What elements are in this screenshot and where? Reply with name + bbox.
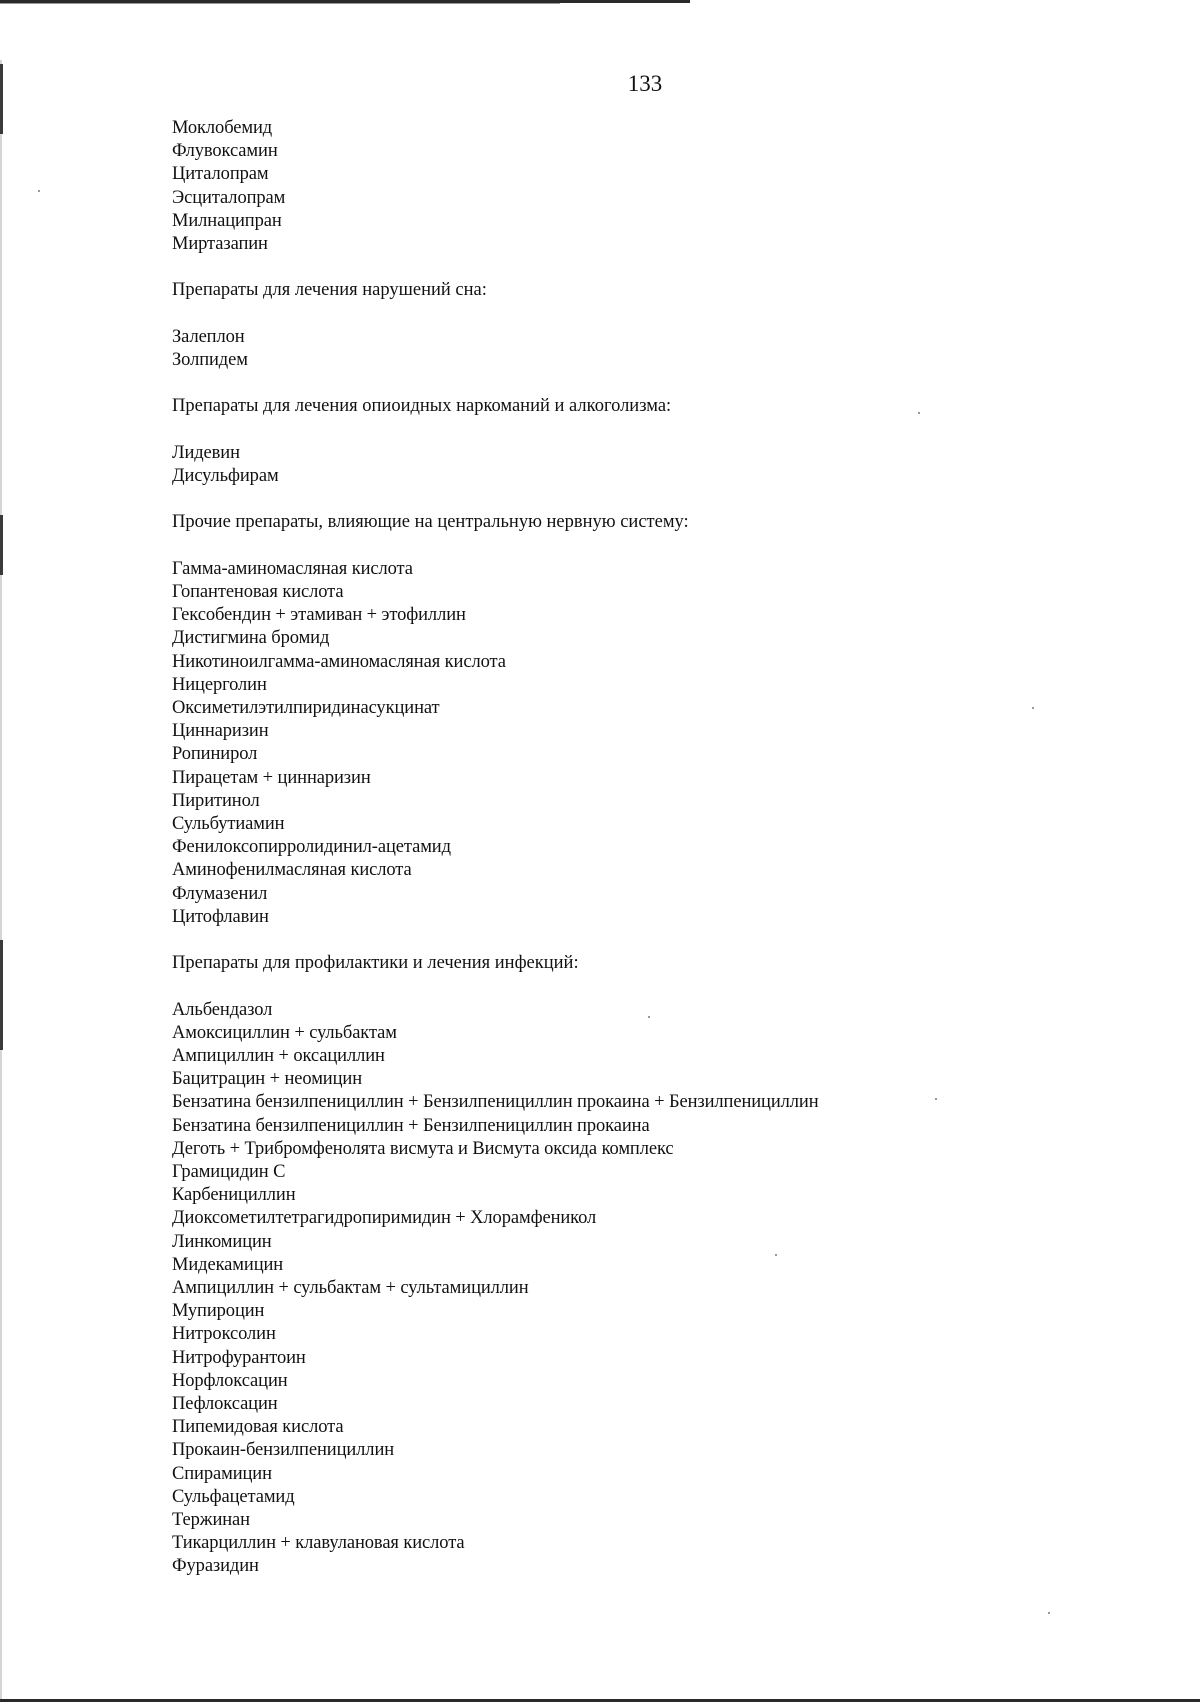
scan-top-edge-faint — [0, 3, 560, 4]
list-item: Ницерголин — [172, 674, 267, 695]
list-item: Гексобендин + этамиван + этофиллин — [172, 605, 466, 626]
section-addiction — [172, 395, 1132, 488]
list-item: Аминофенилмасляная кислота — [172, 860, 412, 881]
section-heading: Прочие препараты, влияющие на центральную нервную систему: — [172, 512, 689, 533]
list-item: Пипемидовая кислота — [172, 1417, 344, 1438]
list-item: Амоксициллин + сульбактам — [172, 1022, 397, 1043]
scan-left-mark — [0, 515, 3, 575]
section-heading: Препараты для лечения нарушений сна: — [172, 280, 487, 301]
list-item: Циннаризин — [172, 721, 269, 742]
list-item: Альбендазол — [172, 999, 273, 1020]
section-heading: Препараты для профилактики и лечения инфекций: — [172, 953, 579, 974]
section-sleep — [172, 279, 1132, 372]
list-item: Мупироцин — [172, 1301, 265, 1322]
page-number: 133 — [627, 71, 663, 96]
list-item: Бензатина бензилпенициллин + Бензилпенициллин прокаина — [172, 1115, 650, 1136]
scan-left-mark — [0, 940, 3, 1050]
scan-left-edge — [0, 60, 2, 1700]
list-item: Тикарциллин + клавулановая кислота — [172, 1533, 465, 1554]
list-item: Никотиноилгамма-аминомасляная кислота — [172, 651, 506, 672]
section-infections — [172, 952, 1132, 1578]
list-item: Золпидем — [172, 350, 248, 370]
list-item: Флувоксамин — [172, 141, 278, 162]
list-item: Тержинан — [172, 1510, 250, 1531]
list-item: Фенилоксопирролидинил-ацетамид — [172, 837, 451, 858]
list-item: Милнаципран — [172, 210, 282, 231]
list-item: Мидекамицин — [172, 1254, 284, 1275]
list-item: Пефлоксацин — [172, 1394, 278, 1415]
scan-left-mark — [0, 64, 3, 134]
list-item: Моклобемид — [172, 118, 273, 138]
scan-speck — [38, 190, 40, 192]
list-item: Пиритинол — [172, 790, 260, 811]
list-item: Нитроксолин — [172, 1324, 276, 1345]
section-heading: Препараты для лечения опиоидных наркоманий и алкоголизма: — [172, 396, 672, 417]
intro-list — [172, 117, 1132, 256]
list-item: Миртазапин — [172, 234, 268, 255]
section-cns-other — [172, 511, 1132, 929]
list-item: Норфлоксацин — [172, 1370, 288, 1391]
list-item: Лидевин — [172, 442, 240, 463]
list-item: Прокаин-бензилпенициллин — [172, 1440, 395, 1461]
list-item: Оксиметилэтилпиридинасукцинат — [172, 697, 440, 718]
list-item: Карбенициллин — [172, 1185, 296, 1206]
list-item: Дисульфирам — [172, 465, 279, 486]
document-body — [172, 117, 1132, 1579]
list-item: Цитофлавин — [172, 906, 269, 927]
list-item: Бацитрацин + неомицин — [172, 1069, 363, 1090]
list-item: Бензатина бензилпенициллин + Бензилпенициллин прокаина + Бензилпенициллин — [172, 1092, 819, 1113]
list-item: Грамицидин С — [172, 1162, 286, 1183]
list-item: Деготь + Трибромфенолята висмута и Висмута оксида комплекс — [172, 1138, 674, 1159]
scan-speck — [1048, 1612, 1050, 1614]
list-item: Нитрофурантоин — [172, 1347, 306, 1368]
list-item: Ампициллин + сульбактам + сультамициллин — [172, 1278, 529, 1299]
list-item: Гопантеновая кислота — [172, 581, 344, 602]
list-item: Эсциталопрам — [172, 187, 286, 208]
list-item: Сульбутиамин — [172, 814, 285, 834]
list-item: Диоксометилтетрагидропиримидин + Хлорамфеникол — [172, 1208, 597, 1229]
list-item: Гамма-аминомасляная кислота — [172, 558, 413, 579]
list-item: Циталопрам — [172, 164, 269, 185]
list-item: Фуразидин — [172, 1556, 259, 1577]
list-item: Ампициллин + оксациллин — [172, 1046, 385, 1066]
list-item: Спирамицин — [172, 1463, 272, 1484]
list-item: Сульфацетамид — [172, 1486, 295, 1507]
list-item: Залеплон — [172, 326, 245, 347]
list-item: Линкомицин — [172, 1231, 272, 1252]
list-item: Ропинирол — [172, 744, 258, 765]
list-item: Флумазенил — [172, 883, 268, 904]
list-item: Пирацетам + циннаризин — [172, 767, 371, 788]
list-item: Дистигмина бромид — [172, 628, 330, 649]
